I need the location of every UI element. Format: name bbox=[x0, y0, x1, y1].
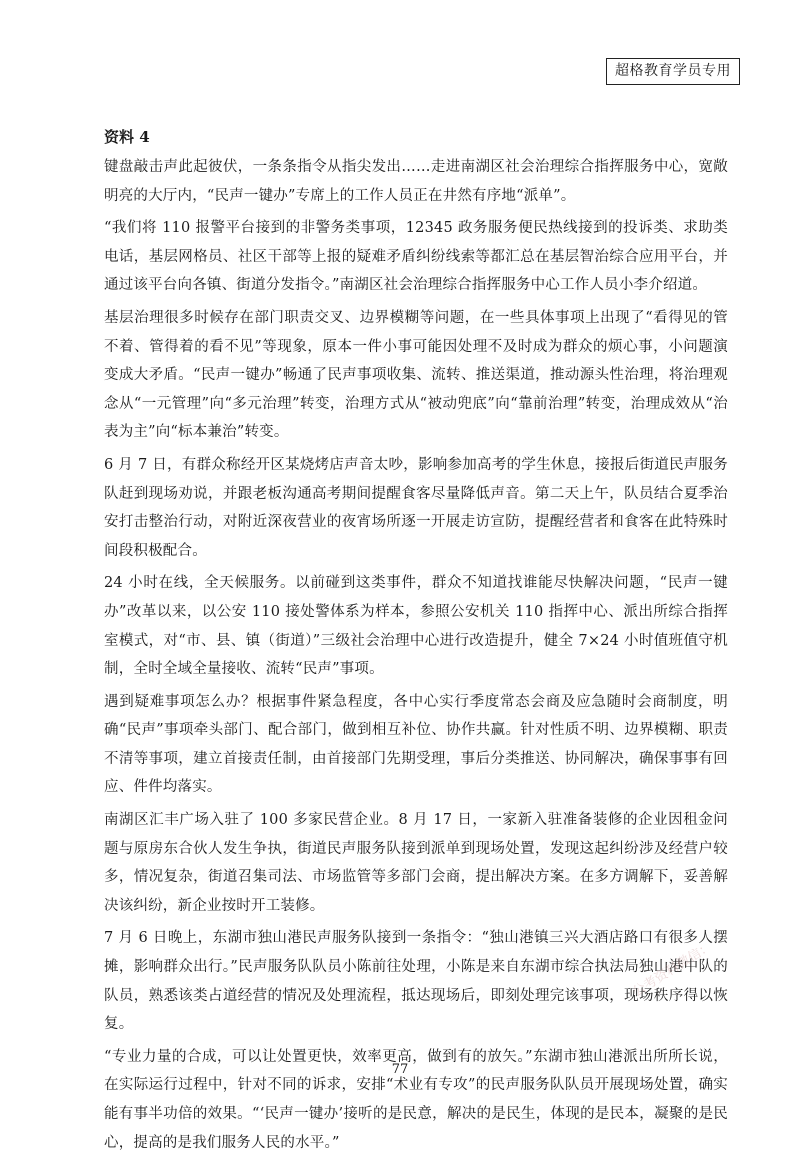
paragraph-1: 键盘敲击声此起彼伏，一条条指令从指尖发出……走进南湖区社会治理综合指挥服务中心，宽敞明亮的大厅内，“民声一键办”专席上的工作人员正在井然有序地“派单”。 bbox=[104, 159, 728, 204]
paragraph-9: “专业力量的合成，可以让处置更快，效率更高，做到有的放矢。”东湖市独山港派出所所长说，在实际运行过程中，针对不同的诉求，安排“术业有专攻”的民声服务队队员开展现场处置，确实能有事半功倍的效果。“‘民声一键办’接听的是民意，解决的是民生，体现的是民本，凝聚的是民心，提高的是我们服务人民的水平。” bbox=[104, 1048, 728, 1151]
paragraph-6: 遇到疑难事项怎么办？根据事件紧急程度，各中心实行季度常态会商及应急随时会商制度，明确“民声”事项牵头部门、配合部门，做到相互补位、协作共赢。针对性质不明、边界模糊、职责不清等事项，建立首接责任制，由首接部门先期受理，事后分类推送、协同解决，确保事事有回应、件件均落实。 bbox=[104, 693, 728, 796]
paragraph-7: 南湖区汇丰广场入驻了 100 多家民营企业。8 月 17 日，一家新入驻准备装修的企业因租金问题与原房东合伙人发生争执，街道民声服务队接到派单到现场处置，发现这起纠纷涉及经营户较多，情况复杂，街道召集司法、市场监管等多部门会商，提出解决方案。在多方调解下，妥善解决该纠纷，新企业按时开工装修。 bbox=[104, 812, 728, 914]
page-number: 77 bbox=[391, 1062, 409, 1077]
paragraph-3: 基层治理很多时候存在部门职责交叉、边界模糊等问题，在一些具体事项上出现了“看得见的管不着、管得着的看不见”等现象，原本一件小事可能因处理不及时成为群众的烦心事，小问题演变成大矛盾。“民声一键办”畅通了民声事项收集、流转、推送渠道，推动源头性治理，将治理观念从“一元管理”向“多元治理”转变，治理方式从“被动兜底”向“靠前治理”转变，治理成效从“治表为主”向“标本兼治”转变。 bbox=[104, 309, 728, 441]
paragraph-5: 24 小时在线，全天候服务。以前碰到这类事件，群众不知道找谁能尽快解决问题，“民声一键办”改革以来，以公安 110 接处警体系为样本，参照公安机关 110 指挥中心、派出所综合指挥室模式，对“市、县、镇（街道）”三级社会治理中心进行改造提升，健全 7×24 小时值班值守机制，全时全域全量接收、流转“民声”事项。 bbox=[104, 575, 728, 678]
paragraph-8: 7 月 6 日晚上，东湖市独山港民声服务队接到一条指令：“独山港镇三兴大酒店路口有很多人摆摊，影响群众出行。”民声服务队队员小陈前往处理，小陈是来自东湖市综合执法局独山港中队的队员，熟悉该类占道经营的情况及处理流程，抵达现场后，即刻处理完该事项，现场秩序得以恢复。 bbox=[104, 930, 728, 1033]
material-section bbox=[104, 124, 728, 1161]
exclusive-use-badge: 超格教育学员专用 bbox=[606, 58, 740, 85]
watermark: 公考资料微信： bbox=[630, 939, 716, 1001]
material-heading: 资料 4 bbox=[104, 128, 150, 146]
paragraph-2: “我们将 110 报警平台接到的非警务类事项，12345 政务服务便民热线接到的投诉类、求助类电话，基层网格员、社区干部等上报的疑难矛盾纠纷线索等都汇总在基层智治综合应用平台，并通过该平台向各镇、街道分发指令。”南湖区社会治理综合指挥服务中心工作人员小李介绍道。 bbox=[104, 220, 728, 294]
paragraph-4: 6 月 7 日，有群众称经开区某烧烤店声音太吵，影响参加高考的学生休息，接报后街道民声服务队赶到现场劝说，并跟老板沟通高考期间提醒食客尽量降低声音。第二天上午，队员结合夏季治安打击整治行动，对附近深夜营业的夜宵场所逐一开展走访宣防，提醒经营者和食客在此特殊时间段积极配合。 bbox=[104, 456, 728, 559]
